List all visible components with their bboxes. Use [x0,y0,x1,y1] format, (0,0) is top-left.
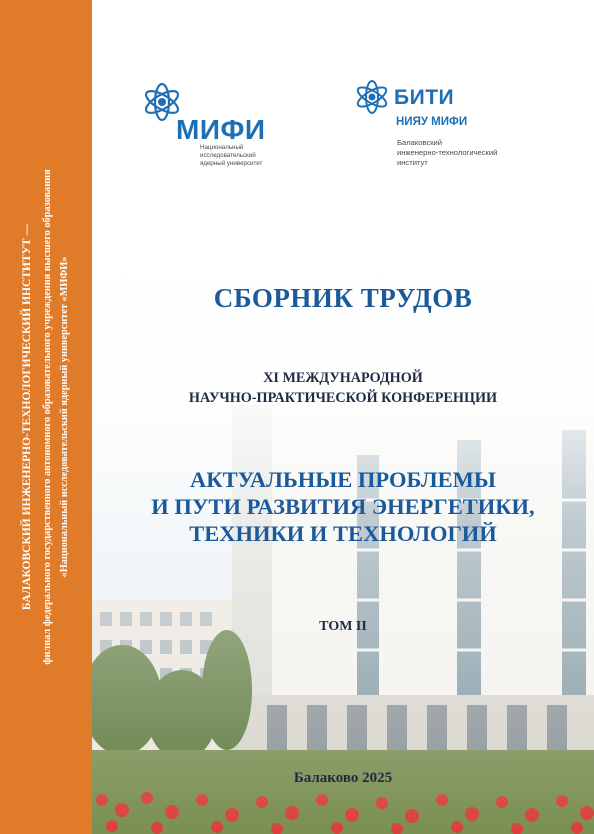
theme-line: ТЕХНИКИ И ТЕХНОЛОГИЙ [189,521,497,546]
city-year: Балаково 2025 [293,770,393,786]
mephi-caption-line: Национальный [200,144,244,151]
conference-theme [92,466,594,547]
theme-line: И ПУТИ РАЗВИТИЯ ЭНЕРГЕТИКИ, [151,494,535,519]
biti-caption-line: Балаковский [397,138,443,147]
biti-subword: НИЯУ МИФИ [396,116,468,128]
spine-line-1: БАЛАКОВСКИЙ ИНЖЕНЕРНО-ТЕХНОЛОГИЧЕСКИЙ ИНСТИТУТ — [21,223,33,611]
conference-line: НАУЧНО-ПРАКТИЧЕСКОЙ КОНФЕРЕНЦИИ [188,390,498,406]
mephi-caption-line: исследовательский [200,152,256,159]
conference-subtitle [92,368,594,408]
mephi-wordmark: МИФИ [176,114,266,145]
biti-caption-line: инженерно-технологический [397,148,498,157]
biti-caption [397,138,557,168]
volume-label: ТОМ II [319,619,367,634]
biti-caption-line: институт [397,158,428,167]
mephi-caption [200,144,290,168]
biti-wordmark: БИТИ [394,86,455,109]
spine-line-3: «Национальный исследовательский ядерный университет «МИФИ» [59,256,70,578]
theme-line: АКТУАЛЬНЫЕ ПРОБЛЕМЫ [190,467,496,492]
collection-title: СБОРНИК ТРУДОВ [213,283,473,313]
spine-institution-text [19,17,73,817]
conference-line: XI МЕЖДУНАРОДНОЙ [263,370,423,386]
mephi-caption-line: ядерный университет [200,160,263,167]
spine-line-2: филиал федерального государственного автономного образовательного учреждения высшего образования [42,169,53,665]
